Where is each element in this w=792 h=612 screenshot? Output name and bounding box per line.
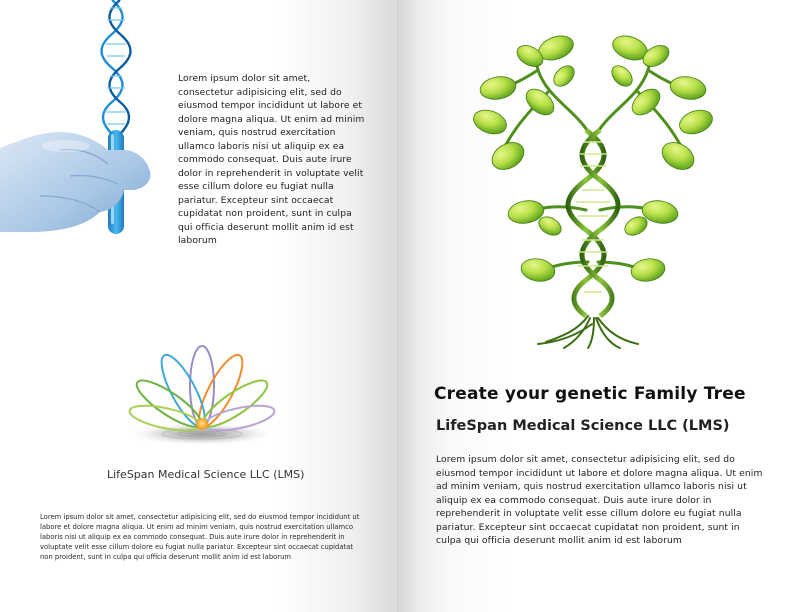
gloved-hand-test-tube-dna-icon — [0, 0, 160, 250]
right-page — [396, 0, 792, 612]
right-body-paragraph: Lorem ipsum dolor sit amet, consectetur adipisicing elit, sed do eiusmod tempor incididunt ut labore et dolore magna aliqua. Ut enim ad minim veniam, quis nostrud exercitation ullamco laboris nisi ut aliquip ex ea commodo consequat. Duis aute irure dolor in reprehenderit in voluptate velit esse cillum dolore eu fugiat nulla pariatur. Excepteur sint occaecat cupidatat non proident, sunt in culpa qui officia deserunt mollit anim id est laborum — [436, 454, 763, 546]
dna-tree-icon — [468, 30, 718, 350]
page-headline: Create your genetic Family Tree — [434, 384, 746, 404]
flower-petals-logo-icon — [122, 338, 282, 448]
page-subheadline: LifeSpan Medical Science LLC (LMS) — [436, 418, 730, 434]
intro-paragraph: Lorem ipsum dolor sit amet, consectetur adipisicing elit, sed do eiusmod tempor incididunt ut labore et dolore magna aliqua. Ut enim ad minim veniam, quis nostrud exercitation ullamco laboris nisi ut aliquip ex ea commodo consequat. Duis aute irure dolor in reprehenderit in voluptate velit esse cillum dolore eu fugiat nulla pariatur. Excepteur sint occaecat cupidatat non proident, sunt in culpa qui officia deserunt mollit anim id est laborum — [178, 73, 365, 246]
logo-caption: LifeSpan Medical Science LLC (LMS) — [107, 468, 305, 481]
footer-paragraph: Lorem ipsum dolor sit amet, consectetur adipisicing elit, sed do eiusmod tempor incididunt ut labore et dolore magna aliqua. Ut enim ad minim veniam, quis nostrud exercitation ullamco laboris nisi ut aliquip ex ea commodo consequat. Duis aute irure dolor in reprehenderit in voluptate velit esse cillum dolore eu fugiat nulla pariatur. Excepteur sint occaecat cupidatat non proident, sunt in culpa qui officia deserunt mollit anim id est laborum — [40, 513, 360, 561]
